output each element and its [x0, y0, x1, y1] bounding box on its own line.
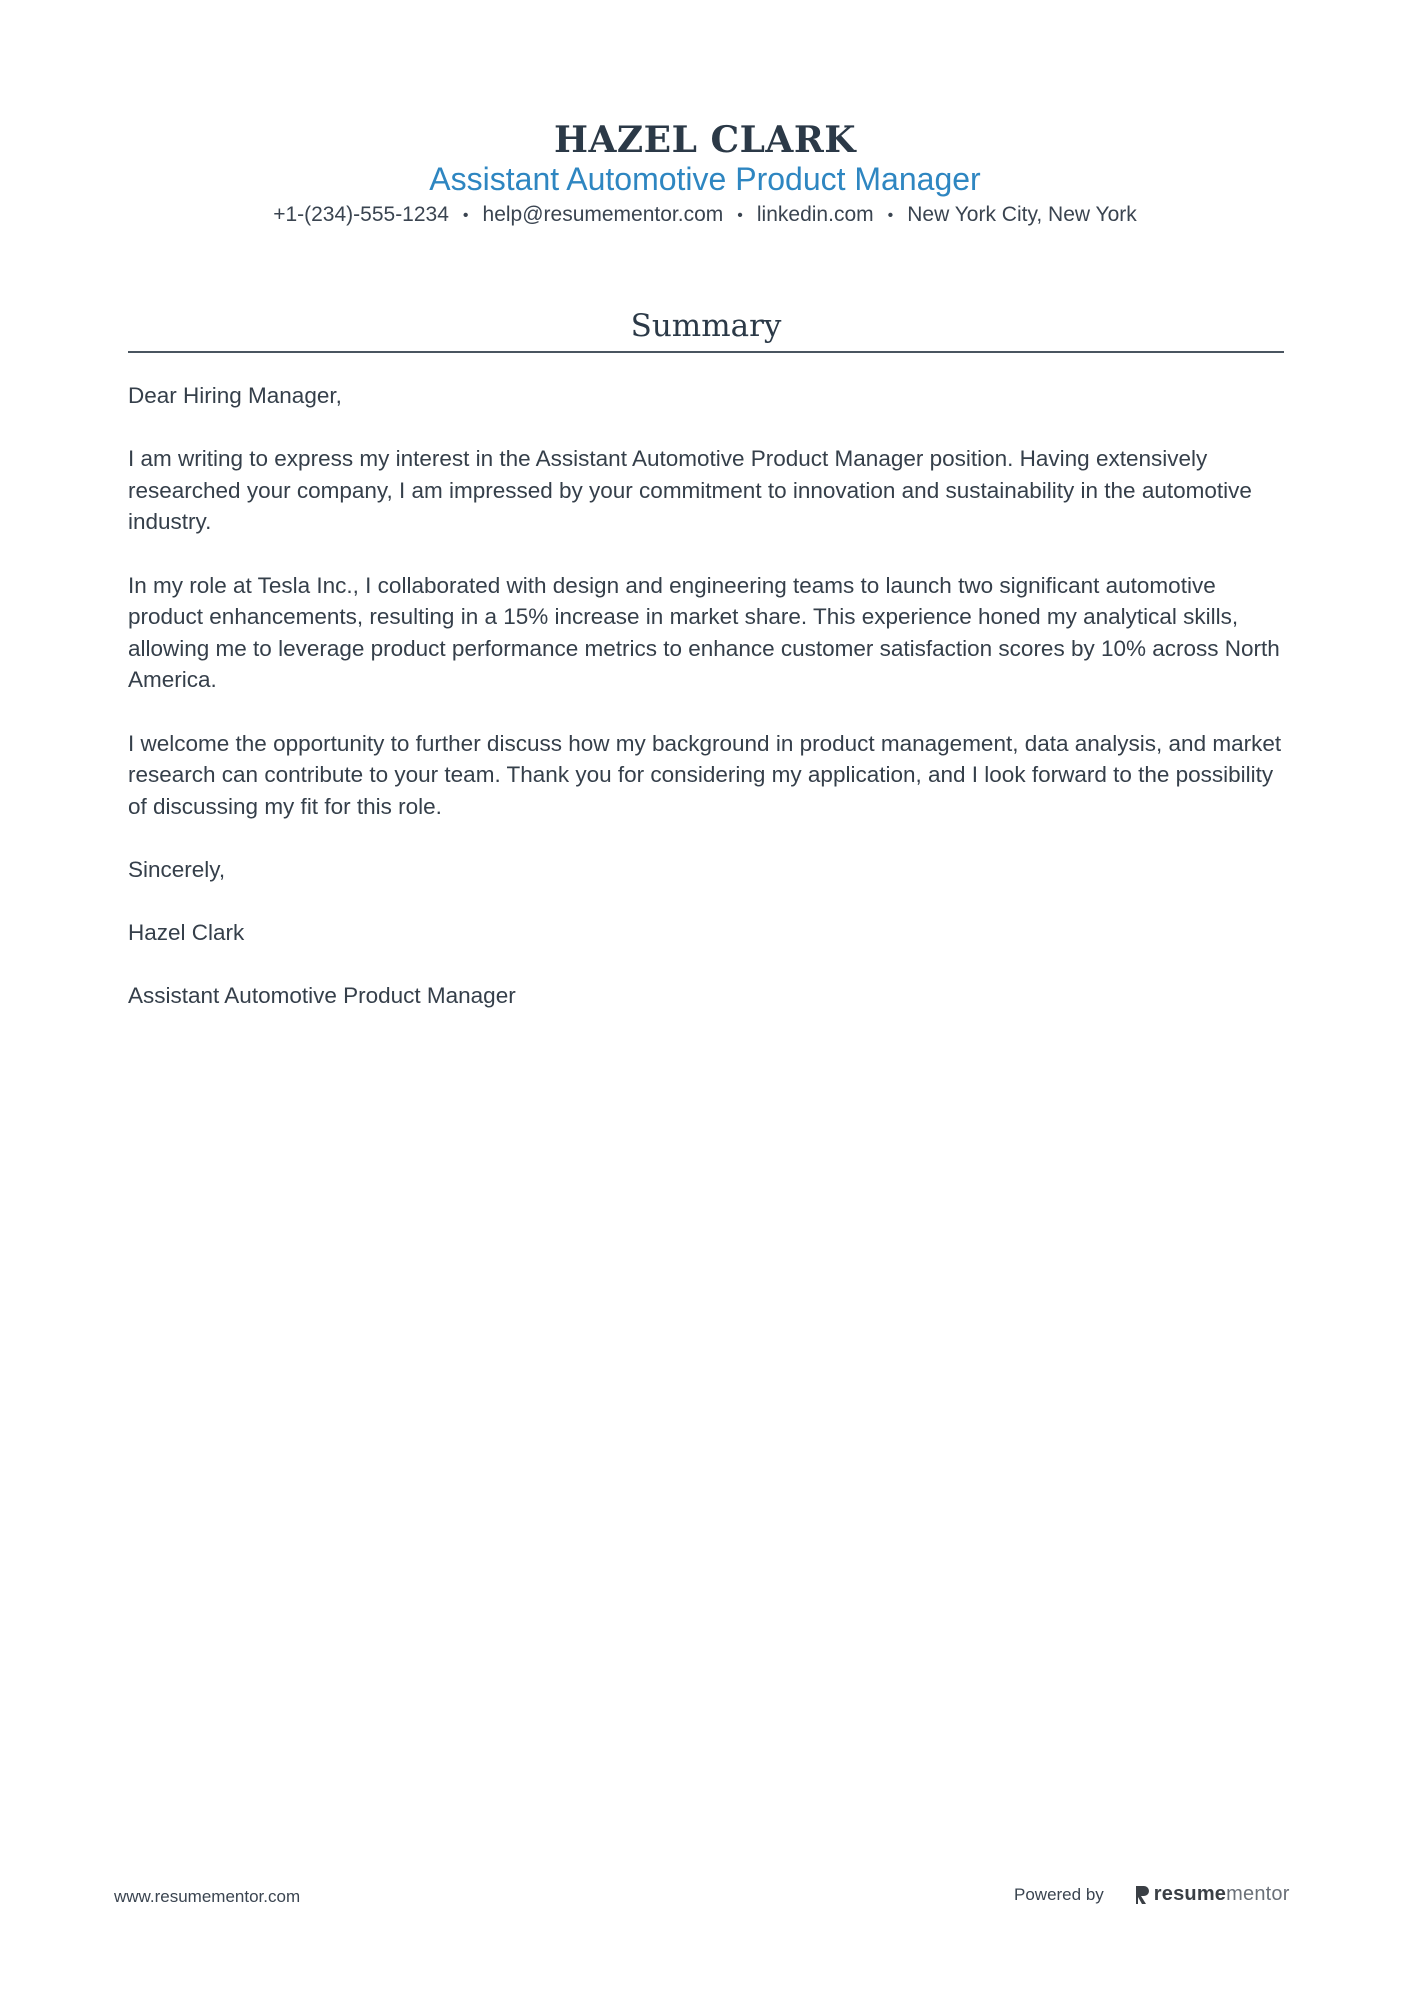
contact-separator: •: [887, 207, 894, 224]
resumementor-logo-icon: [1134, 1884, 1150, 1906]
footer-branding: [1014, 1883, 1290, 1906]
letter-paragraph: I welcome the opportunity to further discuss how my background in product management, data analysis, and market research can contribute to your team. Thank you for considering my application, and I look forward to the possibility of discussing my fit for this role.: [128, 730, 1282, 819]
letter-paragraph: I am writing to express my interest in the Assistant Automotive Product Manager position. Having extensively researched your company, I am impressed by your commitment to innovation and sustainability in the automotive industry.: [128, 446, 1252, 535]
signature-name: Hazel Clark: [128, 920, 245, 946]
powered-by-label: Powered by: [1014, 1884, 1104, 1904]
contact-email[interactable]: help@resumementor.com: [482, 203, 724, 226]
resumementor-logo[interactable]: [1154, 1883, 1290, 1906]
contact-separator: •: [737, 207, 743, 224]
letter-header: [0, 118, 1410, 232]
signature-title: Assistant Automotive Product Manager: [128, 983, 516, 1009]
salutation: Dear Hiring Manager,: [128, 383, 342, 408]
section-title: Summary: [630, 308, 782, 344]
contact-phone: +1-(234)-555-1234: [273, 203, 449, 226]
contact-separator: •: [462, 207, 469, 224]
logo-text-light: mentor: [1226, 1883, 1290, 1905]
applicant-name: HAZEL CLARK: [553, 119, 857, 161]
footer-website[interactable]: www.resumementor.com: [114, 1887, 301, 1906]
contact-linkedin[interactable]: linkedin.com: [756, 203, 874, 226]
letter-body: [128, 380, 1284, 1043]
letter-paragraph: In my role at Tesla Inc., I collaborated with design and engineering teams to launch two significant automotive product enhancements, resulting in a 15% increase in market share. This experience honed my analytical skills, allowing me to leverage product performance metrics to enhance customer satisfaction scores by 10% across North America.: [128, 572, 1280, 693]
applicant-job-title: Assistant Automotive Product Manager: [429, 161, 981, 197]
section-divider: [128, 351, 1284, 353]
logo-text-bold: resume: [1153, 1883, 1227, 1905]
contact-line: [0, 200, 1410, 232]
contact-location: New York City, New York: [907, 203, 1137, 226]
closing: Sincerely,: [128, 856, 226, 882]
